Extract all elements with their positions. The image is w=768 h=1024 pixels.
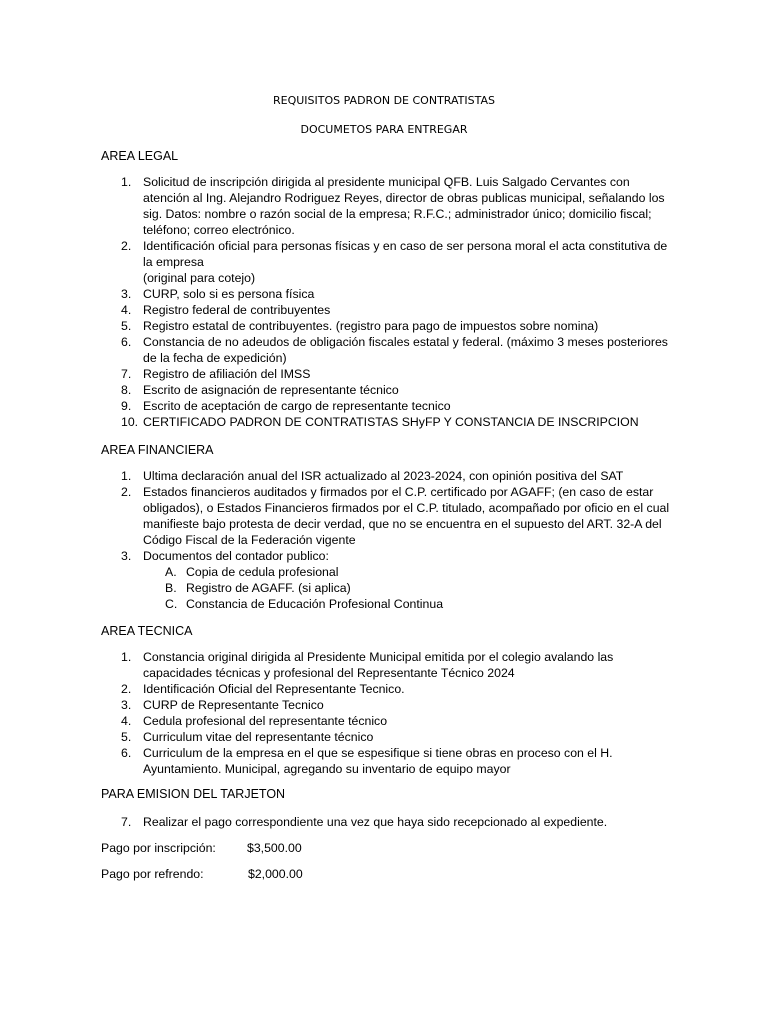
list-item-note: (original para cotejo) — [143, 271, 256, 285]
list-item-text: Solicitud de inscripción dirigida al presidente municipal QFB. Luis Salgado Cervantes con atención al Ing. Alejandro Rodriguez Reyes, director de obras publicas municipal, señalando los sig. Datos: nombre o razón social de la empresa; R.F.C.; administrador único; domicilio fiscal; teléfono; correo electrónico. — [143, 175, 665, 237]
section-heading-tecnica: AREA TECNICA — [101, 624, 193, 638]
list-item-text: Cedula profesional del representante técnico — [143, 714, 388, 728]
list-item — [101, 729, 671, 745]
list-item-text: CURP de Representante Tecnico — [143, 698, 324, 712]
list-number: 2. — [121, 682, 132, 696]
list-item — [101, 334, 671, 366]
list-item-text: Identificación Oficial del Representante Tecnico. — [143, 682, 405, 696]
list-item — [101, 697, 671, 713]
list-item — [101, 814, 671, 830]
list-number: 2. — [121, 485, 132, 499]
list-item — [101, 174, 671, 238]
payment-amount: $2,000.00 — [248, 867, 303, 881]
list-item-text: Registro estatal de contribuyentes. (registro para pago de impuestos sobre nomina) — [143, 319, 599, 333]
list-number: 4. — [121, 303, 132, 317]
list-number: 2. — [121, 239, 132, 253]
list-item — [101, 286, 671, 302]
list-item — [101, 366, 671, 382]
financiera-list — [101, 468, 671, 612]
document-subtitle: DOCUMETOS PARA ENTREGAR — [300, 123, 468, 136]
list-item-text: Escrito de asignación de representante técnico — [143, 383, 399, 397]
section-heading-tarjeton: PARA EMISION DEL TARJETON — [101, 787, 286, 801]
sub-list-letter: B. — [165, 581, 177, 595]
list-item-text: Identificación oficial para personas físicas y en caso de ser persona moral el acta constitutiva de la empresa — [143, 239, 668, 269]
list-number: 1. — [121, 650, 132, 664]
list-number: 8. — [121, 383, 132, 397]
list-number: 3. — [121, 549, 132, 563]
tecnica-list — [101, 649, 671, 777]
list-number: 3. — [121, 287, 132, 301]
list-item — [101, 398, 671, 414]
list-item — [101, 302, 671, 318]
list-item-text: Realizar el pago correspondiente una vez que haya sido recepcionado al expediente. — [143, 815, 608, 829]
list-item-text: CURP, solo si es persona física — [143, 287, 315, 301]
sub-list-item-text: Copia de cedula profesional — [186, 565, 339, 579]
list-number: 5. — [121, 730, 132, 744]
list-item — [101, 382, 671, 398]
list-number: 10. — [121, 415, 139, 429]
list-item-text: Escrito de aceptación de cargo de representante tecnico — [143, 399, 451, 413]
section-heading-legal: AREA LEGAL — [101, 149, 179, 163]
list-number: 9. — [121, 399, 132, 413]
payment-row-refrendo — [101, 866, 303, 882]
list-item-text: Curriculum vitae del representante técnico — [143, 730, 374, 744]
list-number: 6. — [121, 335, 132, 349]
legal-list — [101, 174, 671, 430]
list-item — [101, 548, 671, 612]
list-item — [101, 681, 671, 697]
document-title: REQUISITOS PADRON DE CONTRATISTAS — [273, 94, 495, 107]
payment-label: Pago por refrendo: — [101, 867, 204, 881]
sub-list-item — [143, 564, 671, 580]
sub-list-letter: C. — [165, 597, 178, 611]
list-number: 5. — [121, 319, 132, 333]
payment-label: Pago por inscripción: — [101, 841, 216, 855]
list-number: 7. — [121, 367, 132, 381]
sub-list-item-text: Registro de AGAFF. (si aplica) — [186, 581, 351, 595]
sub-list-item — [143, 580, 671, 596]
list-item-text: Constancia de no adeudos de obligación fiscales estatal y federal. (máximo 3 meses posteriores de la fecha de expedición) — [143, 335, 668, 365]
list-number: 3. — [121, 698, 132, 712]
list-item — [101, 649, 671, 681]
section-heading-financiera: AREA FINANCIERA — [101, 443, 214, 457]
list-item — [101, 238, 671, 286]
list-item-text: Curriculum de la empresa en el que se espesifique si tiene obras en proceso con el H. Ayuntamiento. Municipal, agregando su inventario de equipo mayor — [143, 746, 613, 776]
list-item-text: Constancia original dirigida al Presidente Municipal emitida por el colegio avalando las capacidades técnicas y profesional del Representante Técnico 2024 — [143, 650, 614, 680]
list-item-text: CERTIFICADO PADRON DE CONTRATISTAS SHyFP Y CONSTANCIA DE INSCRIPCION — [143, 415, 639, 429]
list-item-text: Estados financieros auditados y firmados por el C.P. certificado por AGAFF; (en caso de estar obligados), o Estados Financieros firmados por el C.P. titulado, acompañado por oficio en el cual manifieste bajo protesta de decir verdad, que no se encuentra en el supuesto del ART. 32-A del Código Fiscal de la Federación vigente — [143, 485, 670, 547]
list-item-text: Documentos del contador publico: — [143, 549, 329, 563]
payment-amount: $3,500.00 — [247, 841, 302, 855]
list-item — [101, 468, 671, 484]
list-item — [101, 414, 671, 430]
list-item — [101, 745, 671, 777]
sub-list-item — [143, 596, 671, 612]
list-item-text: Registro de afiliación del IMSS — [143, 367, 311, 381]
payment-row-inscripcion — [101, 840, 302, 856]
sub-list-item-text: Constancia de Educación Profesional Continua — [186, 597, 444, 611]
list-number: 6. — [121, 746, 132, 760]
list-item — [101, 713, 671, 729]
list-item — [101, 484, 671, 548]
sub-list-letter: A. — [165, 565, 177, 579]
tarjeton-list — [101, 814, 671, 830]
list-item-text: Registro federal de contribuyentes — [143, 303, 331, 317]
list-number: 7. — [121, 815, 132, 829]
list-number: 1. — [121, 175, 132, 189]
list-number: 4. — [121, 714, 132, 728]
list-item — [101, 318, 671, 334]
list-number: 1. — [121, 469, 132, 483]
list-item-text: Ultima declaración anual del ISR actualizado al 2023-2024, con opinión positiva del SAT — [143, 469, 624, 483]
